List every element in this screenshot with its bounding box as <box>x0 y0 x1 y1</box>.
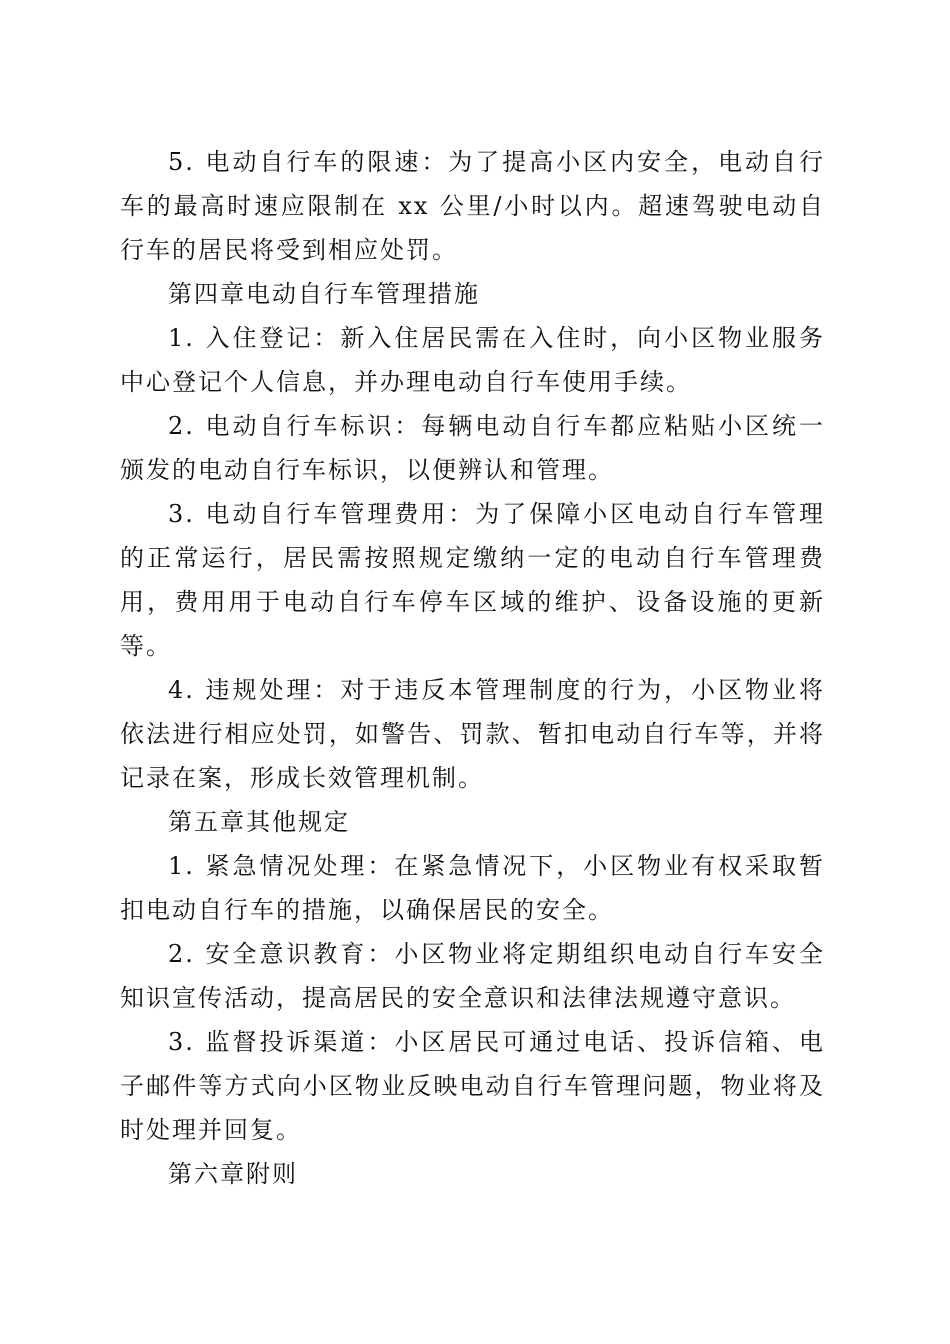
paragraph-identification: 2. 电动自行车标识：每辆电动自行车都应粘贴小区统一颁发的电动自行车标识，以便辨认和管理。 <box>120 412 825 484</box>
paragraph-emergency: 1. 紧急情况处理：在紧急情况下，小区物业有权采取暂扣电动自行车的措施，以确保居民的安全。 <box>120 852 825 924</box>
chapter-heading-4: 第四章电动自行车管理措施 <box>168 280 480 308</box>
chapter-heading-5: 第五章其他规定 <box>168 808 350 836</box>
chapter-heading-6: 第六章附则 <box>168 1160 298 1188</box>
document-page <box>120 140 825 1196</box>
paragraph-management-fee: 3. 电动自行车管理费用：为了保障小区电动自行车管理的正常运行，居民需按照规定缴纳一定的电动自行车管理费用，费用用于电动自行车停车区域的维护、设备设施的更新等。 <box>120 500 825 660</box>
paragraph-violation-handling: 4. 违规处理：对于违反本管理制度的行为，小区物业将依法进行相应处罚，如警告、罚款、暂扣电动自行车等，并将记录在案，形成长效管理机制。 <box>120 676 825 792</box>
paragraph-complaint-channel: 3. 监督投诉渠道：小区居民可通过电话、投诉信箱、电子邮件等方式向小区物业反映电动自行车管理问题，物业将及时处理并回复。 <box>120 1028 825 1144</box>
paragraph-speed-limit: 5. 电动自行车的限速：为了提高小区内安全，电动自行车的最高时速应限制在 xx 公里/小时以内。超速驾驶电动自行车的居民将受到相应处罚。 <box>120 148 825 264</box>
paragraph-safety-education: 2. 安全意识教育：小区物业将定期组织电动自行车安全知识宣传活动，提高居民的安全意识和法律法规遵守意识。 <box>120 940 825 1012</box>
paragraph-registration: 1. 入住登记：新入住居民需在入住时，向小区物业服务中心登记个人信息，并办理电动自行车使用手续。 <box>120 324 825 396</box>
